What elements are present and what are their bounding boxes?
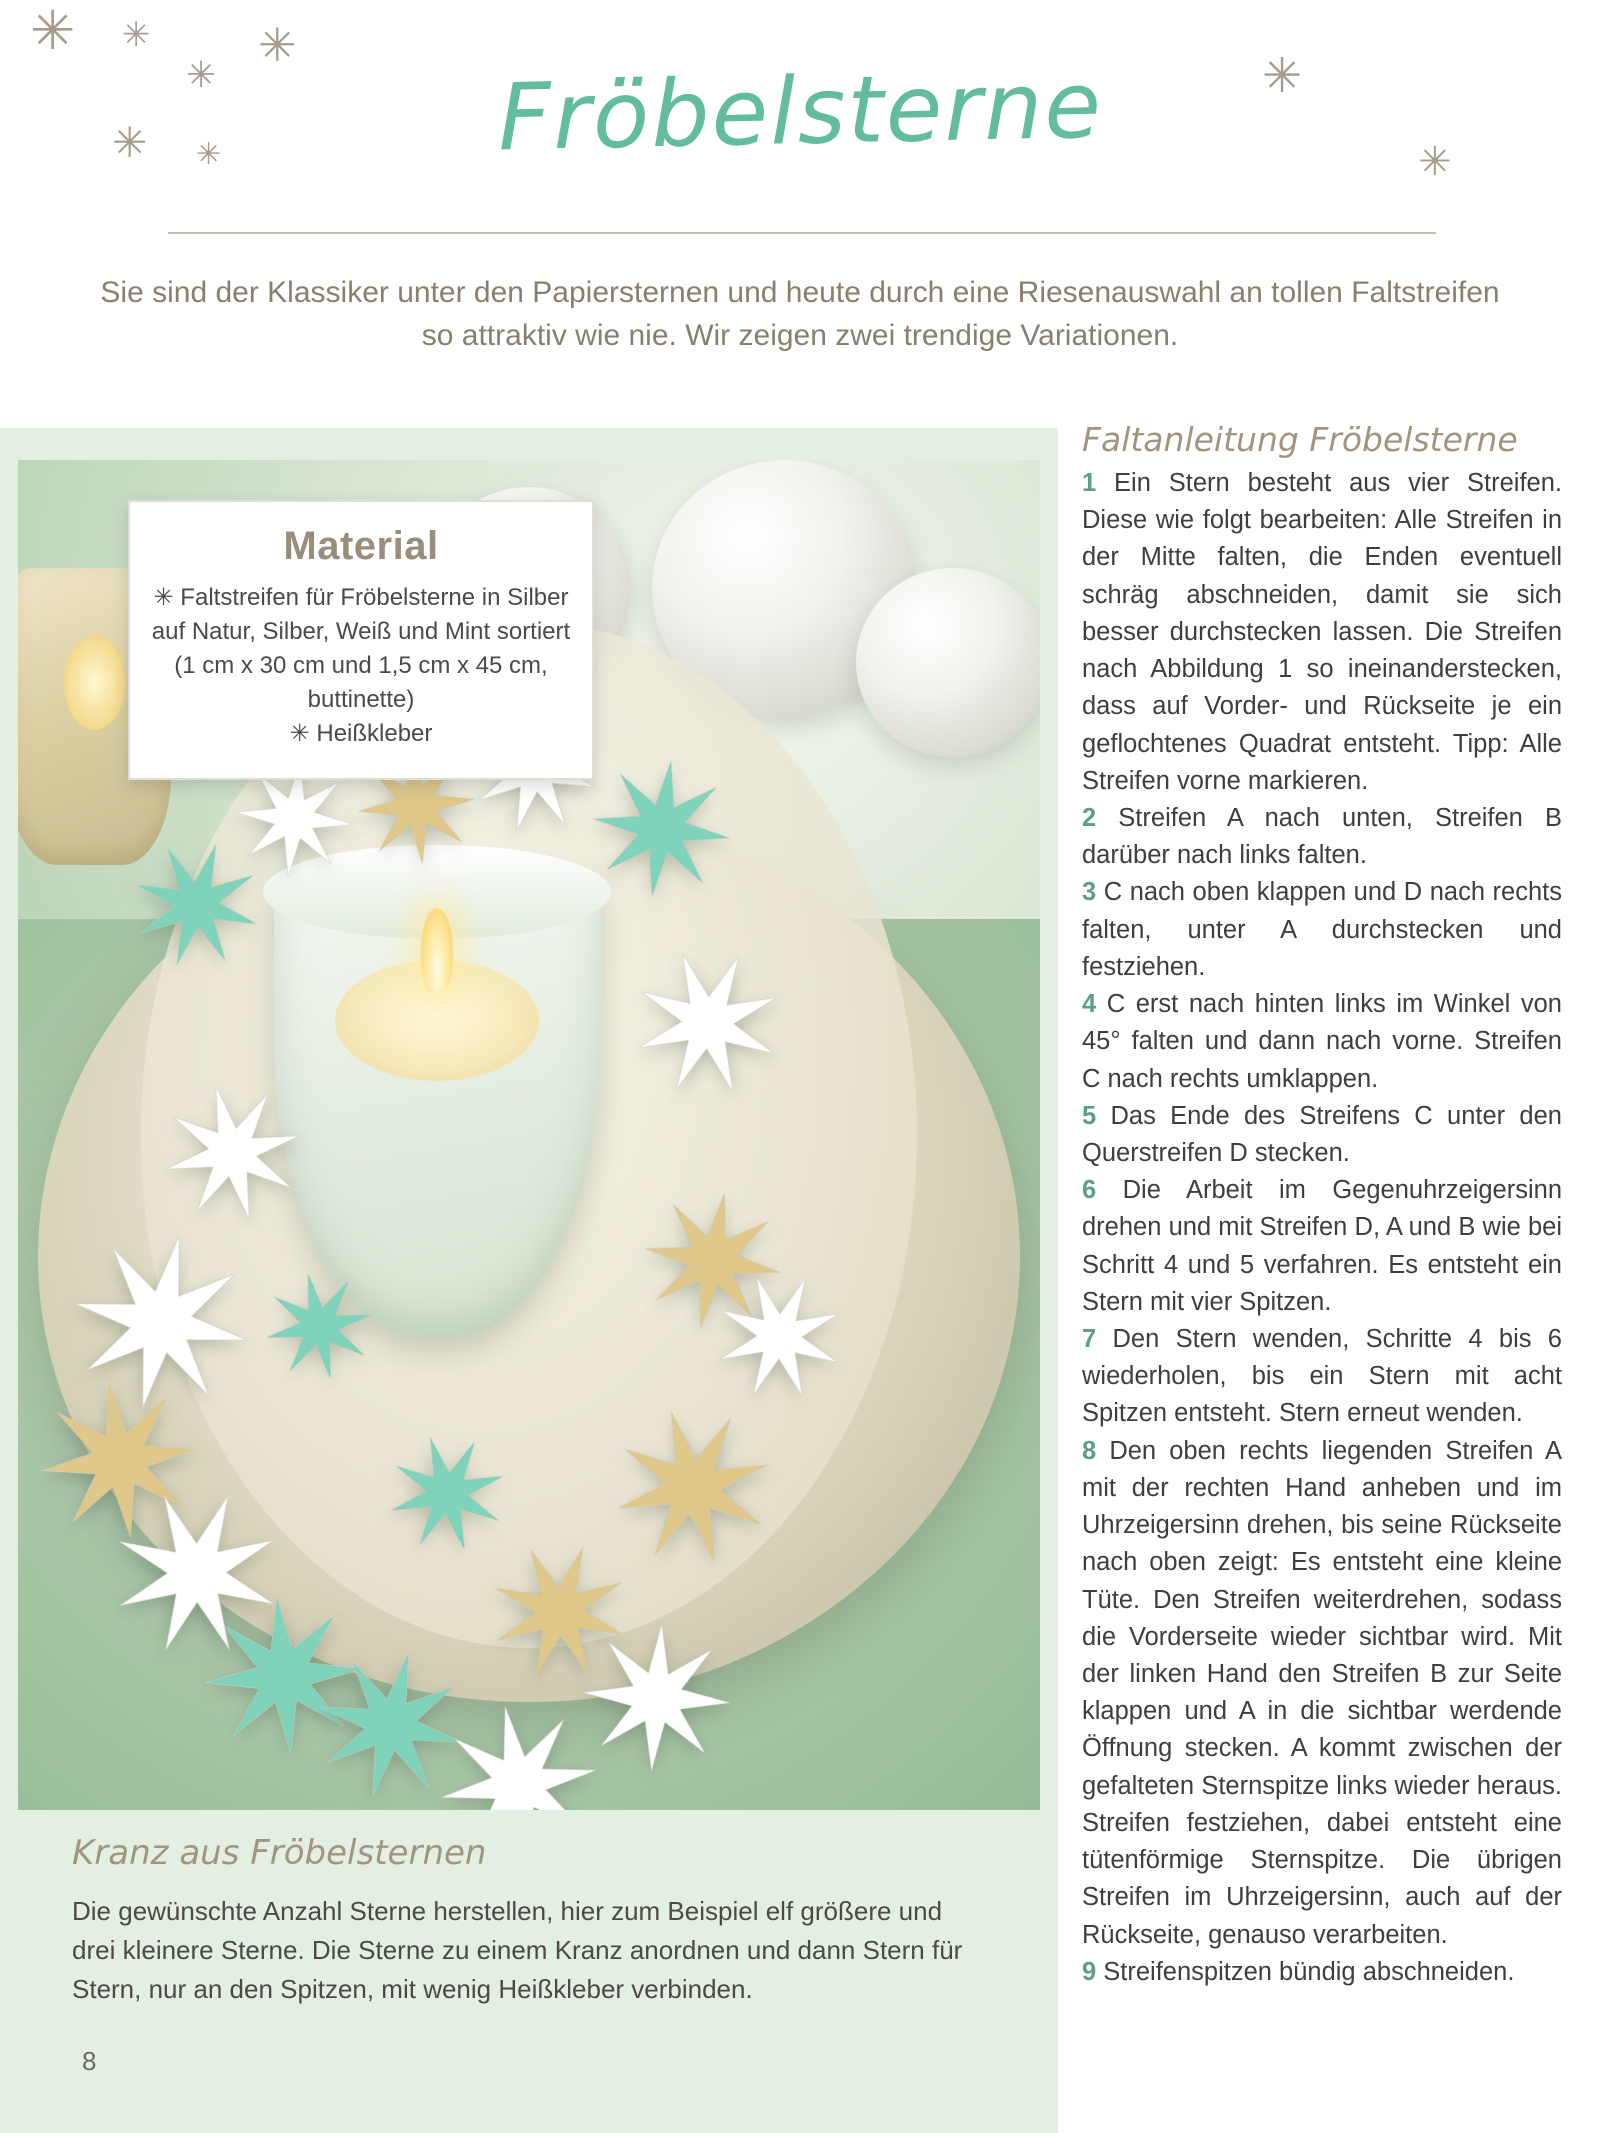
step-text: Streifen A nach unten, Streifen B darüber nach links falten. bbox=[1082, 803, 1562, 870]
instructions-column bbox=[1082, 420, 1562, 1991]
instruction-step bbox=[1082, 800, 1562, 874]
snowflake-icon: ✳ bbox=[196, 137, 222, 172]
instructions-heading: Faltanleitung Fröbelsterne bbox=[1082, 420, 1518, 459]
instruction-step bbox=[1082, 1098, 1562, 1172]
snowflake-icon: ✳ bbox=[30, 0, 76, 62]
snowflake-icon: ✳ bbox=[1418, 139, 1452, 185]
instruction-step bbox=[1082, 1954, 1562, 1991]
instruction-step bbox=[1082, 1172, 1562, 1321]
step-number: 1 bbox=[1082, 469, 1115, 497]
column-divider bbox=[1058, 428, 1059, 2133]
step-text: Ein Stern besteht aus vier Streifen. Diese wie folgt bearbeiten: Alle Streifen in der Mitte falten, die Enden eventuell schräg abschneiden, damit sie sich besser durchstecken lassen. Die Streifen nach Abbildung 1 so ineinanderstecken, dass auf Vorder- und Rückseite je ein geflochtenes Quadrat entsteht. Tipp: Alle Streifen vorne markieren. bbox=[1082, 469, 1562, 795]
caption-text: Die gewünschte Anzahl Sterne herstellen, hier zum Beispiel elf größere und drei kleinere Sterne. Die Sterne zu einem Kranz anordnen und dann Stern für Stern, nur an den Spitzen, mit wenig Heißkleber verbinden. bbox=[72, 1896, 963, 2004]
title-divider bbox=[168, 232, 1436, 234]
material-item: ✳ Heißkleber bbox=[289, 720, 433, 748]
froebel-star bbox=[575, 1616, 739, 1780]
snowflake-icon: ✳ bbox=[112, 118, 148, 167]
step-number: 5 bbox=[1082, 1101, 1111, 1130]
instruction-step bbox=[1082, 1433, 1562, 1954]
instruction-step bbox=[1082, 465, 1562, 800]
caption-heading: Kranz aus Fröbelsternen bbox=[72, 1833, 487, 1873]
step-number: 6 bbox=[1082, 1176, 1123, 1205]
step-text: Streifenspitzen bündig abschneiden. bbox=[1103, 1957, 1515, 1986]
instruction-step bbox=[1082, 986, 1562, 1098]
step-text: Das Ende des Streifens C unter den Querstreifen D stecken. bbox=[1082, 1101, 1562, 1167]
page-title: Fröbelsterne bbox=[496, 51, 1104, 172]
step-number: 4 bbox=[1082, 990, 1107, 1019]
snowflake-icon: ✳ bbox=[122, 15, 151, 55]
step-text: Den oben rechts liegenden Streifen A mit der rechten Hand anheben und im Uhrzeigersinn drehen, bis seine Rückseite nach oben zeigt: Es entsteht eine kleine Tüte. Den Streifen weiterdrehen, sodass die Vorderseite wieder sichtbar wird. Mit der linken Hand den Streifen B zur Seite klappen und A in die sichtbar werdende Öffnung stecken. A kommt zwischen der gefalteten Sternspitze links wieder heraus. Streifen festziehen, dabei entsteht eine tütenförmige Sternspitze. Die übrigen Streifen im Uhrzeigersinn, auch auf der Rückseite, genauso verarbeiten. bbox=[1082, 1436, 1562, 1949]
step-text: C nach oben klappen und D nach rechts falten, unter A durchstecken und festziehen. bbox=[1082, 878, 1562, 981]
material-item: ✳ Faltstreifen für Fröbelsterne in Silber auf Natur, Silber, Weiß und Mint sortiert (1 cm x 30 cm und 1,5 cm x 45 cm, buttinette) bbox=[151, 584, 571, 714]
instruction-steps bbox=[1082, 465, 1562, 1991]
step-number: 2 bbox=[1082, 803, 1119, 832]
step-number: 9 bbox=[1082, 1957, 1104, 1986]
step-number: 7 bbox=[1082, 1325, 1113, 1354]
intro-paragraph: Sie sind der Klassiker unter den Papiersternen und heute durch eine Riesenauswahl an tollen Faltstreifen so attraktiv wie nie. Wir zeigen zwei trendige Variationen. bbox=[100, 276, 1500, 352]
snowflake-icon: ✳ bbox=[1262, 48, 1303, 104]
page-number: 8 bbox=[82, 2046, 97, 2076]
material-box bbox=[128, 500, 594, 780]
step-text: Die Arbeit im Gegenuhrzeigersinn drehen und mit Streifen D, A und B wie bei Schritt 4 und 5 verfahren. Es entsteht ein Stern mit vier Spitzen. bbox=[1082, 1176, 1562, 1316]
step-text: Den Stern wenden, Schritte 4 bis 6 wiederholen, bis ein Stern mit acht Spitzen entsteht. Stern erneut wenden. bbox=[1082, 1325, 1562, 1428]
step-text: C erst nach hinten links im Winkel von 45° falten und dann nach vorne. Streifen C nach rechts umklappen. bbox=[1082, 990, 1562, 1093]
instruction-step bbox=[1082, 1321, 1562, 1433]
page-title-wrap bbox=[0, 51, 1600, 172]
froebel-star bbox=[253, 1260, 386, 1393]
snowflake-icon: ✳ bbox=[186, 55, 217, 96]
material-title: Material bbox=[283, 524, 439, 568]
snowflake-icon: ✳ bbox=[258, 18, 297, 72]
froebel-star bbox=[581, 748, 743, 910]
step-number: 8 bbox=[1082, 1436, 1110, 1465]
instruction-step bbox=[1082, 874, 1562, 986]
step-number: 3 bbox=[1082, 878, 1104, 907]
